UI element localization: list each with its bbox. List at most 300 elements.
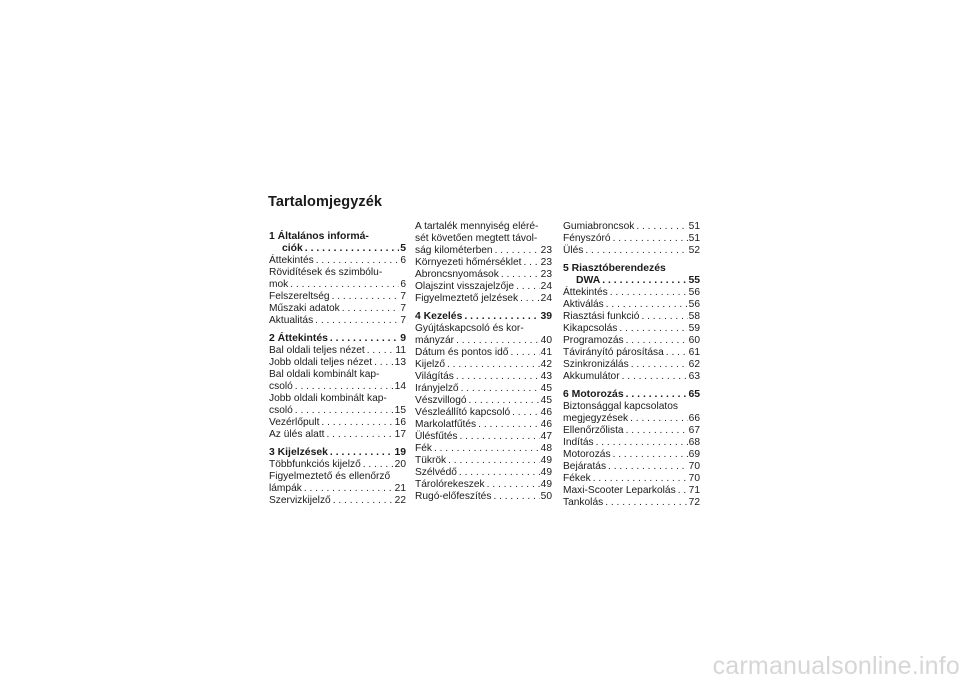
toc-page-number: 59 <box>688 323 700 334</box>
toc-entry-line <box>563 323 700 335</box>
toc-entry-line <box>563 449 700 461</box>
toc-entry-title: Szervizkijelző <box>269 495 331 506</box>
toc-page-number: 50 <box>540 491 552 502</box>
toc-entry[interactable] <box>563 449 700 461</box>
toc-entry-title: Ülés <box>563 245 584 256</box>
toc-entry-line <box>269 291 406 303</box>
toc-entry[interactable] <box>415 383 552 395</box>
toc-entry-line <box>269 243 406 255</box>
toc-page-number: 21 <box>394 483 406 494</box>
toc-entry[interactable] <box>415 269 552 281</box>
toc-entry-title: Riasztási funkció <box>563 311 640 322</box>
toc-entry-line <box>269 483 406 495</box>
toc-entry-line <box>415 257 552 269</box>
toc-entry-line <box>415 419 552 431</box>
dot-leader <box>613 449 688 461</box>
toc-entry[interactable] <box>563 359 700 371</box>
dot-leader <box>593 473 688 485</box>
toc-entry-line <box>269 345 406 357</box>
toc-page-number: 17 <box>394 429 406 440</box>
dot-leader <box>605 497 687 509</box>
toc-entry-title: mányzár <box>415 335 455 346</box>
dot-leader <box>290 279 399 291</box>
toc-entry-line <box>415 293 552 305</box>
toc-entry-title: Távirányító párosítása <box>563 347 664 358</box>
toc-entry[interactable] <box>563 497 700 509</box>
toc-entry-line <box>563 425 700 437</box>
toc-entry-title: 6 Motorozás <box>563 389 624 400</box>
toc-page-number: 39 <box>540 311 552 322</box>
toc-entry[interactable] <box>269 459 406 471</box>
toc-entry[interactable] <box>415 491 552 503</box>
toc-entry-line <box>269 393 406 405</box>
toc-entry-line <box>269 405 406 417</box>
toc-entry-title: Vészleállító kapcsoló <box>415 407 511 418</box>
toc-entry[interactable] <box>415 419 552 431</box>
toc-entry[interactable] <box>563 335 700 347</box>
toc-entry[interactable] <box>563 425 700 437</box>
toc-entry-line <box>563 245 700 257</box>
toc-entry[interactable] <box>563 299 700 311</box>
dot-leader <box>641 311 687 323</box>
toc-entry-title: Fékek <box>563 473 591 484</box>
toc-entry-title: Olajszint visszajelzője <box>415 281 515 292</box>
toc-entry-line <box>415 347 552 359</box>
toc-entry-line <box>415 467 552 479</box>
toc-entry-line <box>563 335 700 347</box>
dot-leader <box>606 299 688 311</box>
toc-entry-line <box>269 315 406 327</box>
toc-entry-title: Tükrök <box>415 455 447 466</box>
toc-entry-title: Műszaki adatok <box>269 303 340 314</box>
toc-entry[interactable] <box>269 255 406 267</box>
dot-leader <box>622 371 688 383</box>
toc-entry[interactable] <box>563 371 700 383</box>
toc-entry-title: Kikapcsolás <box>563 323 618 334</box>
toc-column-1 <box>269 231 406 507</box>
toc-entry-line <box>415 269 552 281</box>
toc-page-number: 45 <box>540 383 552 394</box>
toc-entry-line <box>269 303 406 315</box>
toc-entry-title: Vezérlőpult <box>269 417 320 428</box>
toc-entry-line <box>563 359 700 371</box>
toc-page-number: 66 <box>688 413 700 424</box>
toc-section-heading[interactable] <box>269 447 406 459</box>
toc-section-heading[interactable] <box>269 333 406 345</box>
toc-page-number: 52 <box>688 245 700 256</box>
toc-entry[interactable] <box>269 471 406 495</box>
toc-entry-line <box>415 221 552 233</box>
toc-page-number: 16 <box>394 417 406 428</box>
toc-entry-title: Motorozás <box>563 449 611 460</box>
toc-page-number: 55 <box>688 275 700 286</box>
toc-page-number: 11 <box>395 345 406 356</box>
dot-leader <box>333 495 394 507</box>
dot-leader <box>512 407 540 419</box>
toc-page-number: 42 <box>540 359 552 370</box>
dot-leader <box>367 345 395 357</box>
toc-section-heading[interactable] <box>269 231 406 255</box>
toc-entry-line <box>269 369 406 381</box>
toc-page-number: 60 <box>688 335 700 346</box>
toc-entry[interactable] <box>269 429 406 441</box>
toc-page-number: 56 <box>688 287 700 298</box>
toc-entry-title: A tartalék mennyiség eléré- <box>415 221 539 232</box>
toc-entry-title: 3 Kijelzések <box>269 447 328 458</box>
toc-page-number: 24 <box>540 293 552 304</box>
toc-page-number: 43 <box>540 371 552 382</box>
dot-leader <box>459 467 540 479</box>
toc-entry-title: Figyelmeztető jelzések <box>415 293 519 304</box>
toc-entry-line <box>563 401 700 413</box>
toc-entry-title: Világítás <box>415 371 454 382</box>
dot-leader <box>434 443 540 455</box>
toc-entry-line <box>415 431 552 443</box>
toc-page-number: 7 <box>400 291 406 302</box>
dot-leader <box>608 461 688 473</box>
toc-entry[interactable] <box>269 369 406 393</box>
toc-entry[interactable] <box>415 407 552 419</box>
dot-leader <box>626 389 688 401</box>
dot-leader <box>304 483 394 495</box>
toc-entry-title: Ellenőrzőlista <box>563 425 624 436</box>
toc-entry-line <box>415 479 552 491</box>
toc-column-2 <box>415 221 552 503</box>
toc-entry-title: Ülésfűtés <box>415 431 458 442</box>
toc-entry[interactable] <box>563 287 700 299</box>
toc-entry-line <box>415 245 552 257</box>
toc-entry[interactable] <box>415 467 552 479</box>
toc-entry-line <box>269 267 406 279</box>
toc-entry-title: Gyújtáskapcsoló és kor- <box>415 323 524 334</box>
dot-leader <box>330 333 399 345</box>
toc-entry[interactable] <box>415 371 552 383</box>
toc-entry-title: Áttekintés <box>269 255 314 266</box>
toc-entry-line <box>563 311 700 323</box>
toc-entry-title: 4 Kezelés <box>415 311 463 322</box>
toc-entry-title: Jobb oldali teljes nézet <box>269 357 373 368</box>
dot-leader <box>626 425 688 437</box>
toc-entry-line <box>269 429 406 441</box>
toc-column-3 <box>563 221 700 509</box>
page-title: Tartalomjegyzék <box>268 194 383 210</box>
toc-entry-title: Rövidítések és szimbólu- <box>269 267 383 278</box>
toc-section-heading[interactable] <box>415 311 552 323</box>
toc-entry[interactable] <box>415 443 552 455</box>
dot-leader <box>327 429 394 441</box>
dot-leader <box>493 491 539 503</box>
toc-entry[interactable] <box>269 267 406 291</box>
toc-entry-title: Rugó-előfeszítés <box>415 491 492 502</box>
toc-page-number: 23 <box>540 245 552 256</box>
toc-entry-title: megjegyzések <box>563 413 629 424</box>
toc-page-number: 68 <box>688 437 700 448</box>
dot-leader <box>461 383 540 395</box>
dot-leader <box>447 359 540 371</box>
toc-page-number: 70 <box>688 473 700 484</box>
toc-entry-line <box>563 371 700 383</box>
toc-entry[interactable] <box>415 257 552 269</box>
dot-leader <box>610 287 688 299</box>
toc-page-number: 23 <box>540 269 552 280</box>
toc-page-number: 20 <box>394 459 406 470</box>
toc-entry[interactable] <box>269 495 406 507</box>
toc-entry[interactable] <box>563 311 700 323</box>
toc-page-number: 5 <box>400 243 406 254</box>
toc-entry-line <box>269 495 406 507</box>
toc-entry-title: Bejáratás <box>563 461 607 472</box>
toc-entry-title: Gumiabroncsok <box>563 221 635 232</box>
toc-entry[interactable] <box>563 323 700 335</box>
toc-page-number: 51 <box>688 233 700 244</box>
dot-leader <box>495 245 540 257</box>
toc-entry[interactable] <box>563 245 700 257</box>
toc-entry-line <box>415 233 552 245</box>
toc-entry-title: lámpák <box>269 483 302 494</box>
dot-leader <box>448 455 540 467</box>
toc-entry-title: Szélvédő <box>415 467 457 478</box>
toc-entry[interactable] <box>269 315 406 327</box>
toc-entry[interactable] <box>415 455 552 467</box>
toc-entry-title: Aktualitás <box>269 315 314 326</box>
toc-entry-title: Tárolórekeszek <box>415 479 485 490</box>
toc-entry-line <box>415 455 552 467</box>
toc-entry-title: Indítás <box>563 437 594 448</box>
toc-entry[interactable] <box>269 303 406 315</box>
toc-page-number: 58 <box>688 311 700 322</box>
toc-entry-line <box>269 447 406 459</box>
toc-entry-line <box>563 299 700 311</box>
dot-leader <box>585 245 687 257</box>
toc-entry-title: Figyelmeztető és ellenőrző <box>269 471 391 482</box>
toc-entry-title: Bal oldali teljes nézet <box>269 345 365 356</box>
toc-entry[interactable] <box>563 485 700 497</box>
toc-page-number: 19 <box>394 447 406 458</box>
toc-entry[interactable] <box>269 345 406 357</box>
toc-page-number: 49 <box>540 467 552 478</box>
toc-page-number: 49 <box>540 455 552 466</box>
toc-entry-title: Kijelző <box>415 359 446 370</box>
toc-entry-title: Tankolás <box>563 497 604 508</box>
dot-leader <box>501 269 540 281</box>
toc-entry-line <box>269 255 406 267</box>
toc-entry[interactable] <box>415 293 552 305</box>
dot-leader <box>510 347 539 359</box>
toc-entry-line <box>415 335 552 347</box>
toc-entry-line <box>269 381 406 393</box>
dot-leader <box>305 243 399 255</box>
toc-entry[interactable] <box>563 233 700 245</box>
toc-entry-line <box>563 263 700 275</box>
dot-leader <box>459 431 539 443</box>
toc-entry-title: Vészvillogó <box>415 395 467 406</box>
toc-entry-line <box>415 407 552 419</box>
toc-entry-line <box>563 473 700 485</box>
toc-entry-line <box>415 281 552 293</box>
toc-entry[interactable] <box>563 461 700 473</box>
toc-entry-line <box>415 383 552 395</box>
toc-entry-line <box>269 459 406 471</box>
toc-entry-title: ság kilométerben <box>415 245 493 256</box>
toc-page-number: 72 <box>688 497 700 508</box>
dot-leader <box>363 459 394 471</box>
dot-leader <box>464 311 539 323</box>
toc-page-number: 51 <box>688 221 700 232</box>
dot-leader <box>295 381 394 393</box>
toc-page-number: 47 <box>540 431 552 442</box>
toc-page-number: 48 <box>540 443 552 454</box>
toc-page-number: 41 <box>540 347 552 358</box>
toc-entry-title: Fényszóró <box>563 233 611 244</box>
toc-entry[interactable] <box>269 291 406 303</box>
dot-leader <box>631 359 688 371</box>
toc-entry[interactable] <box>269 393 406 417</box>
toc-page-number: 46 <box>540 419 552 430</box>
toc-entry-title: ciók <box>282 243 303 254</box>
toc-page-number: 6 <box>400 279 406 290</box>
toc-page-number: 23 <box>540 257 552 268</box>
toc-entry-title: Akkumulátor <box>563 371 620 382</box>
toc-page-number: 7 <box>400 315 406 326</box>
toc-section-heading[interactable] <box>563 263 700 287</box>
dot-leader <box>520 293 540 305</box>
toc-page-number: 67 <box>688 425 700 436</box>
toc-entry-line <box>563 275 700 287</box>
toc-entry-line <box>415 359 552 371</box>
toc-entry-title: csoló <box>269 381 293 392</box>
toc-entry-line <box>269 417 406 429</box>
toc-entry[interactable] <box>563 347 700 359</box>
toc-entry[interactable] <box>269 357 406 369</box>
dot-leader <box>630 413 688 425</box>
dot-leader <box>619 323 687 335</box>
toc-entry-line <box>563 389 700 401</box>
toc-entry-title: Fék <box>415 443 432 454</box>
toc-entry[interactable] <box>415 479 552 491</box>
toc-entry-line <box>269 357 406 369</box>
dot-leader <box>523 257 539 269</box>
toc-entry[interactable] <box>563 221 700 233</box>
toc-entry-title: Biztonsággal kapcsolatos <box>563 401 678 412</box>
toc-entry[interactable] <box>415 395 552 407</box>
toc-entry-line <box>563 413 700 425</box>
toc-page-number: 49 <box>540 479 552 490</box>
toc-entry-line <box>415 311 552 323</box>
toc-section-heading[interactable] <box>563 389 700 401</box>
toc-entry-line <box>269 333 406 345</box>
toc-page-number: 13 <box>394 357 406 368</box>
toc-entry-title: 2 Áttekintés <box>269 333 328 344</box>
toc-entry-title: Aktiválás <box>563 299 604 310</box>
watermark-text: carmanualsonline.info <box>712 652 960 680</box>
toc-page-number: 45 <box>540 395 552 406</box>
toc-entry-line <box>563 461 700 473</box>
toc-entry[interactable] <box>415 221 552 257</box>
toc-page-number: 6 <box>400 255 406 266</box>
toc-entry[interactable] <box>269 417 406 429</box>
toc-page-number: 61 <box>688 347 700 358</box>
toc-entry-line <box>563 497 700 509</box>
toc-entry-title: Szinkronizálás <box>563 359 629 370</box>
toc-page-number: 7 <box>400 303 406 314</box>
dot-leader <box>315 315 399 327</box>
toc-page-number: 40 <box>540 335 552 346</box>
toc-entry[interactable] <box>415 281 552 293</box>
toc-page-number: 15 <box>394 405 406 416</box>
toc-entry-title: DWA <box>576 275 601 286</box>
toc-entry-title: Környezeti hőmérséklet <box>415 257 522 268</box>
toc-entry-title: Markolatfűtés <box>415 419 477 430</box>
toc-entry[interactable] <box>415 323 552 347</box>
toc-entry-line <box>415 371 552 383</box>
toc-page-number: 65 <box>688 389 700 400</box>
toc-entry-title: 5 Riasztóberendezés <box>563 263 666 274</box>
toc-page-number: 14 <box>394 381 406 392</box>
toc-page-number: 71 <box>688 485 700 496</box>
toc-entry-title: Maxi-Scooter Leparkolás <box>563 485 676 496</box>
dot-leader <box>626 335 688 347</box>
dot-leader <box>596 437 688 449</box>
toc-entry-title: Az ülés alatt <box>269 429 325 440</box>
dot-leader <box>342 303 400 315</box>
toc-entry-line <box>563 347 700 359</box>
toc-entry-line <box>563 221 700 233</box>
toc-entry-title: 1 Általános informá- <box>269 231 369 242</box>
toc-page-number: 22 <box>394 495 406 506</box>
dot-leader <box>330 447 394 459</box>
toc-entry[interactable] <box>415 359 552 371</box>
toc-entry-line <box>415 491 552 503</box>
dot-leader <box>602 275 687 287</box>
toc-entry-title: Dátum és pontos idő <box>415 347 509 358</box>
dot-leader <box>456 371 540 383</box>
toc-entry[interactable] <box>563 437 700 449</box>
dot-leader <box>469 395 540 407</box>
toc-entry-title: Bal oldali kombinált kap- <box>269 369 380 380</box>
toc-entry-title: sét követően megtett távol- <box>415 233 538 244</box>
toc-entry-title: Többfunkciós kijelző <box>269 459 361 470</box>
dot-leader <box>636 221 687 233</box>
toc-page-number: 24 <box>540 281 552 292</box>
toc-page-number: 62 <box>688 359 700 370</box>
toc-entry-title: Abroncsnyomások <box>415 269 499 280</box>
toc-entry-line <box>563 485 700 497</box>
toc-entry-title: Irányjelző <box>415 383 459 394</box>
toc-entry[interactable] <box>415 431 552 443</box>
dot-leader <box>316 255 400 267</box>
dot-leader <box>374 357 394 369</box>
toc-entry-line <box>415 323 552 335</box>
dot-leader <box>613 233 688 245</box>
toc-entry[interactable] <box>563 473 700 485</box>
toc-entry-line <box>563 287 700 299</box>
toc-page-number: 69 <box>688 449 700 460</box>
dot-leader <box>487 479 540 491</box>
toc-entry-line <box>269 231 406 243</box>
dot-leader <box>321 417 393 429</box>
dot-leader <box>666 347 688 359</box>
dot-leader <box>516 281 540 293</box>
toc-entry-title: csoló <box>269 405 293 416</box>
toc-entry-title: Programozás <box>563 335 624 346</box>
toc-page-number: 46 <box>540 407 552 418</box>
dot-leader <box>478 419 540 431</box>
toc-page-number: 63 <box>688 371 700 382</box>
dot-leader <box>678 485 688 497</box>
toc-entry[interactable] <box>563 401 700 425</box>
toc-entry-title: mok <box>269 279 289 290</box>
toc-entry[interactable] <box>415 347 552 359</box>
